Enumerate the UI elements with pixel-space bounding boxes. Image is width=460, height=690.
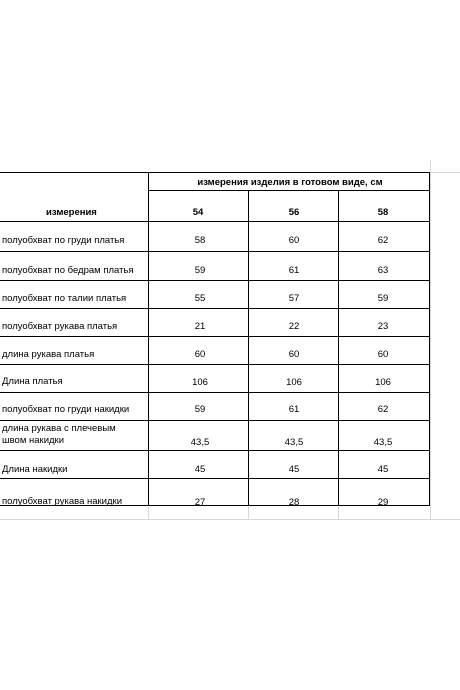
row-value: 45 bbox=[377, 464, 389, 475]
row-value: 60 bbox=[288, 349, 300, 360]
row-value: 22 bbox=[288, 321, 300, 332]
row-label: полуобхват рукава накидки bbox=[2, 496, 122, 507]
row-value: 62 bbox=[377, 404, 389, 415]
table-border bbox=[0, 221, 430, 222]
table-border bbox=[0, 420, 430, 421]
gridline bbox=[430, 160, 431, 520]
row-value: 29 bbox=[377, 497, 389, 508]
row-value: 43,5 bbox=[284, 437, 304, 448]
row-value: 60 bbox=[377, 349, 389, 360]
gridline bbox=[148, 505, 149, 520]
table-border bbox=[0, 392, 430, 393]
row-value: 106 bbox=[375, 377, 391, 388]
row-value: 45 bbox=[288, 464, 300, 475]
gridline bbox=[0, 519, 460, 520]
row-label: полуобхват по груди платья bbox=[2, 235, 125, 246]
row-value: 28 bbox=[288, 497, 300, 508]
row-value: 58 bbox=[194, 235, 206, 246]
row-label: полуобхват по груди накидки bbox=[2, 404, 130, 415]
table-border bbox=[0, 280, 430, 281]
row-value: 27 bbox=[194, 497, 206, 508]
row-value: 23 bbox=[377, 321, 389, 332]
size-header-58: 58 bbox=[377, 207, 389, 218]
table-border bbox=[0, 450, 430, 451]
row-value: 21 bbox=[194, 321, 206, 332]
table-border bbox=[0, 336, 430, 337]
row-value: 61 bbox=[288, 265, 300, 276]
row-label: полуобхват по бедрам платья bbox=[2, 265, 134, 276]
row-value: 59 bbox=[194, 265, 206, 276]
table-border bbox=[0, 172, 430, 173]
size-header-54: 54 bbox=[192, 207, 204, 218]
row-value: 61 bbox=[288, 404, 300, 415]
row-value: 62 bbox=[377, 235, 389, 246]
table-border bbox=[148, 190, 430, 191]
table-title: измерения изделия в готовом виде, см bbox=[197, 177, 383, 188]
row-value: 57 bbox=[288, 293, 300, 304]
table-border bbox=[0, 308, 430, 309]
row-label: полуобхват по талии платья bbox=[2, 293, 127, 304]
size-header-56: 56 bbox=[288, 207, 300, 218]
row-label: длина рукава платья bbox=[2, 349, 95, 360]
label-column-header: измерения bbox=[46, 207, 97, 218]
table-border bbox=[0, 478, 430, 479]
row-label: Длина платья bbox=[2, 376, 63, 387]
row-value: 43,5 bbox=[373, 437, 393, 448]
row-label: полуобхват рукава платья bbox=[2, 321, 118, 332]
row-value: 106 bbox=[286, 377, 302, 388]
row-value: 60 bbox=[288, 235, 300, 246]
row-value: 59 bbox=[194, 404, 206, 415]
row-value: 45 bbox=[194, 464, 206, 475]
table-border bbox=[0, 364, 430, 365]
row-value: 106 bbox=[192, 377, 208, 388]
table-border bbox=[0, 251, 430, 252]
row-label: длина рукава с плечевым швом накидки bbox=[2, 423, 116, 446]
row-value: 55 bbox=[194, 293, 206, 304]
row-value: 63 bbox=[377, 265, 389, 276]
row-value: 60 bbox=[194, 349, 206, 360]
row-value: 43,5 bbox=[190, 437, 210, 448]
row-label: Длина накидки bbox=[2, 464, 68, 475]
row-value: 59 bbox=[377, 293, 389, 304]
